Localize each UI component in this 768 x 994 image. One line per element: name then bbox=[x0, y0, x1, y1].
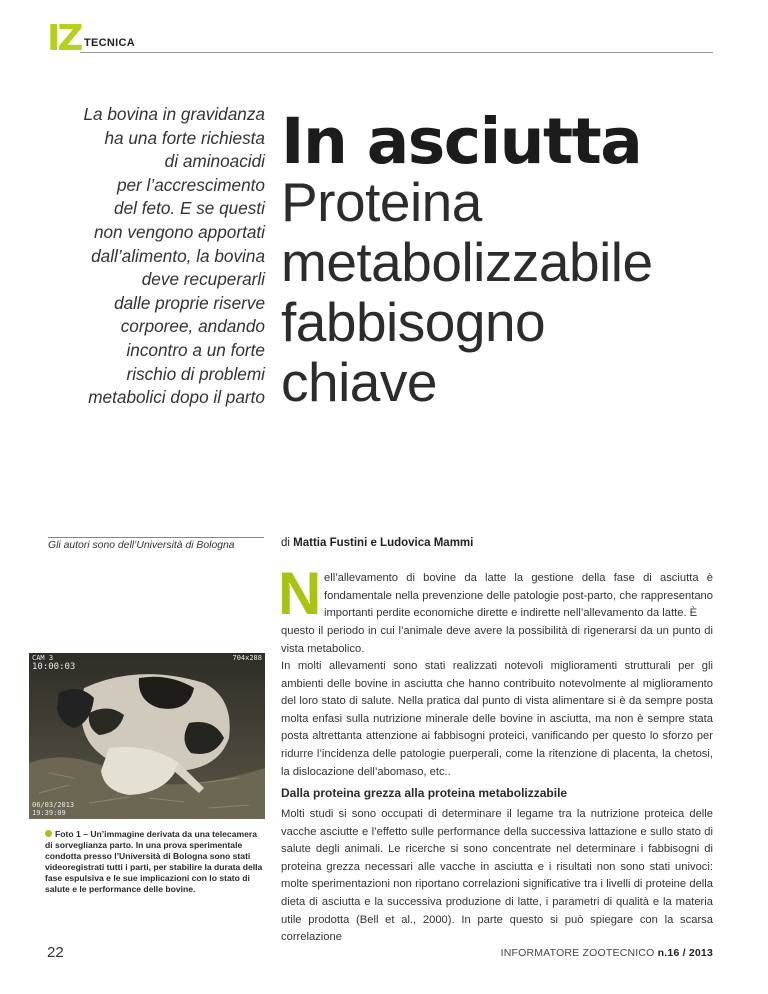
issue-number: n.16 / 2013 bbox=[657, 947, 713, 959]
camera-timecode: 10:00:03 bbox=[32, 662, 76, 672]
pull-quote-line: La bovina in gravidanza bbox=[83, 104, 265, 124]
photo-overlay-resolution: 704x288 bbox=[232, 654, 262, 662]
pull-quote-line: incontro a un forte bbox=[126, 339, 265, 360]
article-subheading: Dalla proteina grezza alla proteina metabolizzabile bbox=[281, 786, 568, 800]
article-paragraph: questo il periodo in cui l’animale deve avere la possibilità di rigenerarsi da un punto di vista metabolico. bbox=[281, 625, 713, 655]
cow-calving-image bbox=[29, 653, 265, 819]
pull-quote-line: metabolici dopo il parto bbox=[88, 387, 265, 408]
headline-title-line: Proteina bbox=[281, 171, 482, 233]
photo-overlay-datetime bbox=[32, 801, 74, 817]
drop-cap: N bbox=[278, 560, 322, 627]
surveillance-photo bbox=[29, 653, 265, 819]
magazine-name: INFORMATORE ZOOTECNICO bbox=[500, 947, 655, 959]
page-number: 22 bbox=[47, 944, 64, 961]
article-paragraph: In molti allevamenti sono stati realizzati notevoli miglioramenti strutturali per gli ambienti delle bovine in asciutta che hanno contribuito notevolmente al miglioramento del loro stato di salute. Nella pratica dal punto di vista alimentare si è da sempre posta molta enfasi sulla nutrizione minerale delle bovine in asciutta, ma non è sempre stata posta altrettanta attenzione ai fabbisogni proteici, vanificando per questo lo sforzo per ridurre l’incidenza delle patologie puerperali, come la ritenzione di placenta, la chetosi, la dislocazione dell’abomaso, etc.. bbox=[281, 660, 713, 778]
caption-bullet-icon bbox=[45, 830, 52, 837]
pull-quote bbox=[48, 103, 265, 410]
photo-overlay-camera bbox=[32, 654, 75, 672]
pull-quote-line: non vengono apportati bbox=[93, 221, 265, 242]
pull-quote-line: dalle proprie riserve bbox=[114, 292, 265, 313]
header-divider bbox=[80, 52, 713, 53]
headline-kicker: In asciutta bbox=[281, 105, 642, 178]
magazine-logo: IZ bbox=[47, 18, 81, 59]
byline bbox=[281, 537, 473, 549]
section-label: TECNICA bbox=[84, 37, 135, 49]
headline-title-line: fabbisogno bbox=[281, 291, 546, 353]
pull-quote-line: dall’alimento, la bovina bbox=[91, 245, 265, 266]
pull-quote-line: ha una forte richiesta bbox=[104, 127, 265, 148]
author-affiliation: Gli autori sono dell’Università di Bologna bbox=[48, 540, 235, 551]
byline-authors: Mattia Fustini e Ludovica Mammi bbox=[293, 537, 474, 549]
pull-quote-line: del feto. E se questi bbox=[114, 198, 265, 219]
camera-clock: 19:39:09 bbox=[32, 809, 66, 817]
headline-title-line: chiave bbox=[281, 351, 437, 413]
camera-label: CAM 3 bbox=[32, 654, 54, 662]
camera-date: 06/03/2013 bbox=[32, 801, 75, 809]
pull-quote-line: per l’accrescimento bbox=[116, 174, 265, 195]
affiliation-divider bbox=[48, 537, 264, 538]
pull-quote-line: corporee, andando bbox=[120, 316, 265, 337]
caption-text: Foto 1 – Un’immagine derivata da una telecamera di sorveglianza parto. In una prova sperimentale condotta presso l’Università di Bologna sono stati videoregistrati tutti i parti, per stabilire la durata della fase espulsiva e le sue implicazioni con lo stato di salute e le performance delle bovine. bbox=[45, 829, 263, 894]
footer-magazine bbox=[501, 947, 713, 959]
pull-quote-line: di aminoacidi bbox=[164, 151, 265, 172]
pull-quote-line: rischio di problemi bbox=[126, 363, 265, 384]
pull-quote-line: deve recuperarli bbox=[141, 269, 265, 290]
byline-prefix: di bbox=[281, 537, 290, 549]
headline-title-line: metabolizzabile bbox=[281, 231, 653, 293]
article-paragraph: Molti studi si sono occupati di determinare il legame tra la nutrizione proteica delle vacche asciutte e l’effetto sulle performance della successiva lattazione e sullo stato di salute degli animali. Le ricerche si sono concentrate nel determinare i fabbisogni di proteina grezza necessari alle vacche in asciutta e i risultati non sono stati univoci: molte sperimentazioni non riportano correlazioni significative tra i livelli di proteine della dieta di asciutta e la successiva produzione di latte, i parametri di qualità e la materia utile prodotta (Bell et al., 2000). In parte questo si può spiegare con la scarsa correlazione bbox=[281, 808, 713, 944]
photo-caption bbox=[45, 829, 267, 895]
article-paragraph-lead: ell’allevamento di bovine da latte la gestione della fase di asciutta è fondamentale nella prevenzione delle patologie post-parto, che rappresentano importanti perdite economiche dirette e indirette nell’allevamento da latte. È bbox=[324, 572, 713, 620]
